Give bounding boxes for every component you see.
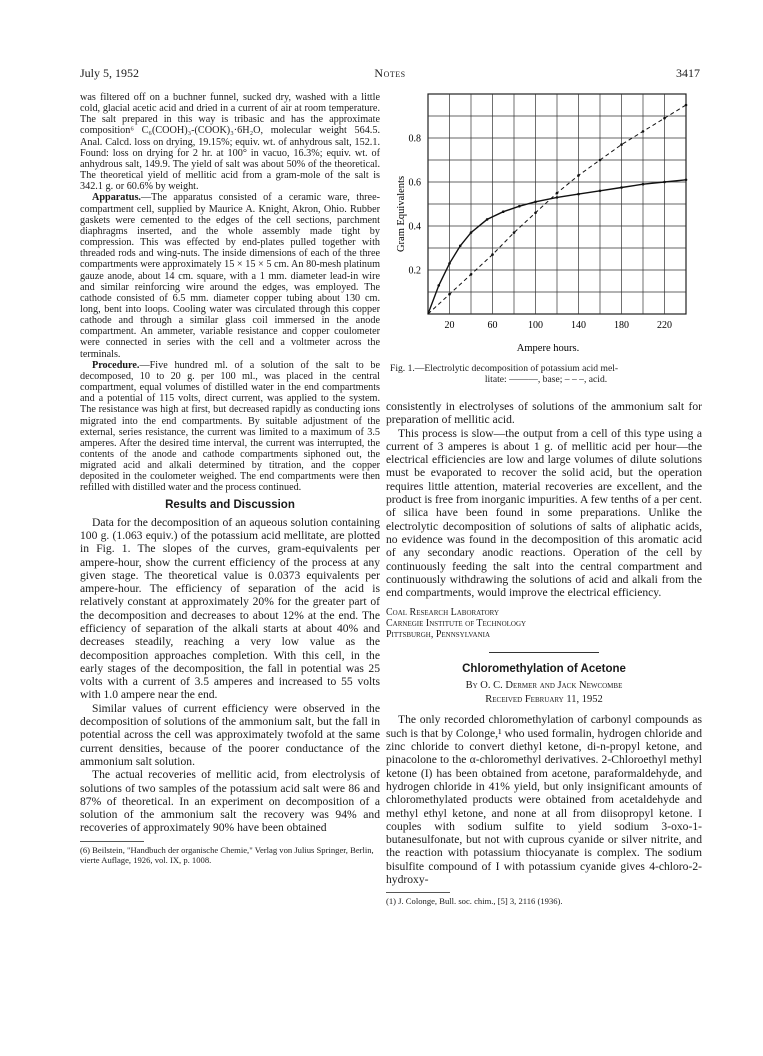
series-acid-point [685, 104, 688, 107]
series-base-point [663, 181, 666, 184]
series-acid-point [470, 273, 473, 276]
results-paragraph-3: The actual recoveries of mellitic acid, from electrolysis of solutions of two samples of the potassium acid salt were 86 and 87% of theoretical. In an experiment on decomposition of a solution of the ammonium salt the recovery was 94% and recoveries of approximately 90% have been obtained [80, 768, 380, 835]
x-tick-label: 140 [571, 320, 586, 331]
running-header [80, 66, 700, 82]
series-acid-point [556, 192, 559, 195]
figure-caption-line-1: Fig. 1.—Electrolytic decomposition of potassium acid mel- [390, 363, 619, 374]
procedure-heading: Procedure. [92, 359, 140, 371]
x-tick-label: 180 [614, 320, 629, 331]
y-tick-label: 0.8 [408, 133, 421, 145]
article-paragraph-1: The only recorded chloromethylation of carbonyl compounds as such is that by Colonge,¹ who used formalin, hydrogen chloride and zinc chloride to convert diethyl ketone, di-n-propyl ketone, and pinacolone to the α-chloromethyl derivatives. 2-Chloroethyl methyl ketone (I) has been obtained from acetone, paraformaldehyde, and hydrogen chloride in 41% yield, but only insignificant amounts of chloromethylated products were obtained from acetaldehyde and methyl ethyl ketone, and none at all from diisopropyl ketone. I couples with sodium sulfite to yield sodium 3-oxo-1-butanesulfonate, but not with cuprous cyanide or silver nitrite, and the reaction with potassium thiocyanate is complex. The sodium bisulfite compound of I with potassium cyanide gives 4-chloro-2-hydroxy- [386, 713, 702, 887]
affiliation-block [386, 607, 702, 640]
series-base-point [486, 218, 489, 221]
header-date: July 5, 1952 [80, 66, 140, 80]
y-tick-label: 0.6 [408, 177, 421, 189]
article-title: Chloromethylation of Acetone [462, 663, 626, 676]
series-acid-point [577, 174, 580, 177]
apparatus-heading: Apparatus. [92, 192, 141, 204]
figure-caption-line-2: litate: ———, base; – – –, acid. [484, 374, 608, 385]
article-authors: By O. C. Dermer and Jack Newcombe [465, 680, 623, 692]
affiliation-line-2: Carnegie Institute of Technology [386, 618, 527, 630]
figure-1-chart [386, 86, 702, 358]
series-acid-point [534, 212, 537, 215]
series-acid-point [663, 117, 666, 120]
y-tick-label: 0.2 [408, 265, 421, 277]
series-base-point [448, 262, 451, 265]
affiliation-line-1: Coal Research Laboratory [386, 607, 499, 619]
results-paragraph-1: Data for the decomposition of an aqueous solution containing 100 g. (1.063 equiv.) of the potassium acid mellitate, are plotted in Fig. 1. The slopes of the curves, gram-equivalents per ampere-hour, show the current efficiency of the process at any given stage. The theoretical value is 0.0373 equivalents per ampere-hour. The efficiency of separation of the acid is relatively constant at approximately 20% for the greater part of the decomposition and decreases to about 12% at the end. The efficiency of separation of the alkali starts at about 40% and decreases steadily, reaching a very low value as the decomposition approaches completion. With this cell, in the early stages of the decomposition, the fall in potential was 25 volts with a current of 3.5 amperes and increased to 55 volts with 1.0 ampere near the end. [80, 515, 380, 702]
received-date: Received February 11, 1952 [485, 694, 603, 706]
series-acid-point [448, 293, 451, 296]
footnote-1: (1) J. Colonge, Bull. soc. chim., [5] 3, 2116 (1936). [386, 896, 563, 907]
series-base-point [620, 186, 623, 189]
series-base-point [642, 183, 645, 186]
apparatus-paragraph [80, 192, 380, 359]
x-tick-label: 220 [657, 320, 672, 331]
series-base-point [599, 190, 602, 193]
section-divider [489, 652, 599, 653]
series-base-point [459, 245, 462, 248]
y-tick-label: 0.4 [408, 221, 421, 233]
chart-grid [428, 94, 686, 314]
y-axis-label: Gram Equivalents [396, 175, 407, 253]
series-base-point [556, 196, 559, 199]
header-page-number: 3417 [676, 66, 700, 80]
figure-1 [386, 86, 702, 391]
results-heading: Results and Discussion [165, 498, 295, 511]
right-column [386, 400, 702, 906]
x-axis-label: Ampere hours. [516, 343, 580, 354]
series-acid-point [599, 159, 602, 162]
figure-caption [386, 363, 702, 385]
series-base-point [577, 193, 580, 196]
footnote-rule [80, 841, 144, 842]
procedure-text: —Five hundred ml. of a solution of the salt to be decomposed, 10 to 20 g. per 100 ml., was placed in the central compartment, equal volumes of distilled water in the end compartments and a potential of 115 volts, direct current, was applied to the system. The resistance was high at first, but decreased rapidly as conducting ions migrated into the end compartments. By suitable adjustment of the external, series resistance, the current was limited to a maximum of 3.5 amperes. After the desired time interval, the current was interrupted, the contents of the anode and cathode compartments siphoned out, the migrated acid and alkali determined by titration, and the copper deposited in the coulometer weighed. The end compartments were then refilled with distilled water and the process continued. [80, 359, 380, 494]
series-base-point [685, 179, 688, 182]
series-acid-point [642, 130, 645, 133]
series-acid-point [620, 143, 623, 146]
series-acid-point [491, 253, 494, 256]
x-tick-label: 100 [528, 320, 543, 331]
intro-paragraph: was filtered off on a buchner funnel, sucked dry, washed with a little cold, glacial acetic acid and dried in a current of air at room temperature. The salt prepared in this way is tribasic and has the approximate composition⁶ C₆(COOH)₃-(COOK)₃·6H₂O, molecular weight 564.5. Anal. Calcd. loss on drying, 19.15%; equiv. wt. of anhydrous salt, 152.1. Found: loss on drying for 2 hr. at 100° in vacuo, 16.3%; equiv. wt. of anhydrous salt, 149.9. The yield of salt was about 50% of the theoretical. The theoretical yield of mellitic acid from a gram-mole of the salt is 342.1 g. or 60.6% by weight. [80, 92, 380, 193]
left-column [80, 92, 380, 1037]
header-section: Notes [374, 66, 406, 80]
series-base-point [518, 205, 521, 208]
apparatus-text: —The apparatus consisted of a ceramic ware, three-compartment cell, supplied by Maurice A. Knight, Akron, Ohio. Rubber gaskets were cemented to the edges of the cell sections, parchment diaphragms inserted, and the whole assembly made tight by compression. This was effected by end-plates pulled together with threaded rods and wing-nuts. The inside dimensions of each of the three compartments were approximately 15 × 15 × 5 cm. An 80-mesh platinum gauze anode, about 14 cm. square, with a 1 mm. diameter lead-in wire and similar reinforcing wire around the edges, was employed. The cathode consisted of 6.5 mm. diameter copper tubing about 130 cm. long, bent into loops. Cooling water was circulated through this copper cathode and through a similar glass coil immersed in the anode compartment. An ammeter, variable resistance and copper coulometer were connected in series with the cell and a voltmeter across the terminals. [80, 192, 380, 360]
affiliation-line-3: Pittsburgh, Pennsylvania [386, 629, 491, 641]
x-tick-label: 60 [487, 320, 498, 331]
series-base-point [534, 201, 537, 204]
series-base-point [502, 210, 505, 213]
series-base-point [437, 284, 440, 287]
footnote-rule-right [386, 892, 450, 893]
x-tick-label: 20 [444, 320, 455, 331]
continuation-paragraph: consistently in electrolyses of solutions of the ammonium salt for preparation of mellitic acid. [386, 400, 702, 427]
footnote-6: (6) Beilstein, "Handbuch der organische Chemie," Verlag von Julius Springer, Berlin, vierte Auflage, 1926, vol. IX, p. 1008. [80, 844, 374, 865]
chart-tick-labels [409, 134, 673, 332]
results-paragraph-2: Similar values of current efficiency were observed in the decomposition of solutions of the ammonium salt, but the fall in potential across the cell was approximately twofold at the same current densities, because of the poorer conductance of the ammonium salt solution. [80, 701, 380, 768]
procedure-paragraph [80, 360, 380, 494]
chart-series [428, 104, 687, 314]
series-base-point [470, 231, 473, 234]
process-paragraph: This process is slow—the output from a cell of this type using a current of 3 amperes is about 1 g. of mellitic acid per hour—the electrical efficiencies are low and large volumes of dilute solutions must be evaporated to recover the solid acid, but the operation requires little attention, material recoveries are excellent, and the product is free from inorganic impurities. A few tenths of a per cent. of silica have been found in some preparations. Unlike the electrolytic decomposition of solutions of salts of aliphatic acids, no evidence was found in the decomposition of this aromatic acid of any secondary anodic reactions. Operation of the cell by continuously feeding the salt into the central compartment and continuously withdrawing the solutions of acid and alkali from the end compartments, would improve the electrical efficiency. [386, 426, 702, 600]
series-acid-point [513, 231, 516, 234]
